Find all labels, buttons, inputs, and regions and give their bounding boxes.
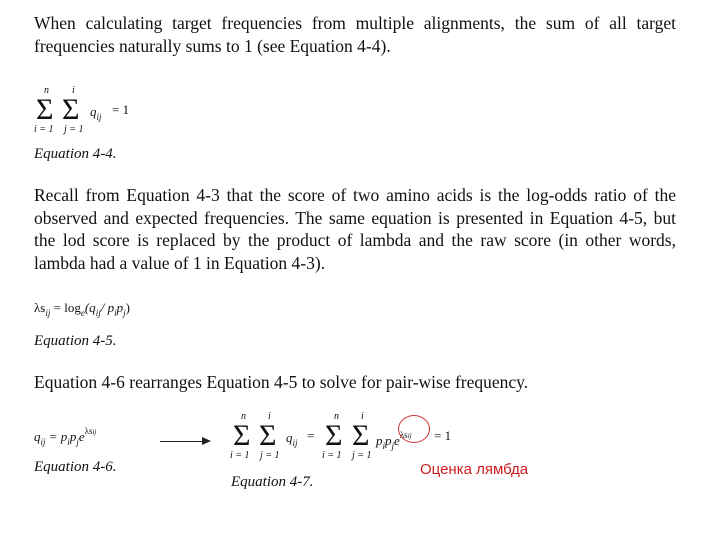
eq47-term: $q_{ij}$ [286,430,298,448]
eq47-sigma-1: Σ [233,419,251,452]
eq47-sum3-upper: n [334,411,339,422]
eq47-sum2-upper: i [268,411,271,422]
eq47-rhs: = 1 [434,428,452,443]
paragraph-log-odds: Recall from Equation 4-3 that the score of two amino acids is the log-odds ratio of the observed and expected frequencies. The same equation is presented in Equation 4-5, but the lod score is replaced by the product of lambda and the raw score (in other words, lambda had a value of 1 in Equation 4-3). [34,185,676,273]
eq47-sum1-lower: i = 1 [230,450,250,461]
eq47-product: $p_ip_je^{\lambda sij}$ [376,430,412,451]
eq44-sum1-upper: n [44,85,49,96]
eq47-sigma-4: Σ [352,419,370,452]
arrow-right-icon [202,437,211,445]
arrow-line [160,441,204,442]
eq44-sigma-2: Σ [62,93,80,126]
eq47-sigma-2: Σ [259,419,277,452]
eq47-equals: = [307,428,315,443]
eq44-sum2-lower: j = 1 [64,124,84,135]
lambda-estimate-note: Оценка лямбда [420,461,529,478]
eq47-sum4-upper: i [361,411,364,422]
lambda-highlight-circle [398,415,430,443]
eq47-sum3-lower: i = 1 [322,450,342,461]
paragraph-target-frequencies: When calculating target frequencies from multiple alignments, the sum of all target frequencies naturally sums to 1 (see Equation 4-4). [34,13,676,56]
eq44-sum2-upper: i [72,85,75,96]
paragraph-rearrange: Equation 4-6 rearranges Equation 4-5 to solve for pair-wise frequency. [34,372,529,392]
eq47-sigma-3: Σ [325,419,343,452]
eq44-rhs: = 1 [112,102,130,117]
eq47-sum2-lower: j = 1 [260,450,280,461]
eq44-sigma-1: Σ [36,93,54,126]
eq44-sum1-lower: i = 1 [34,124,54,135]
eq47-sum1-upper: n [241,411,246,422]
caption-equation-4-5: Equation 4-5. [34,333,117,349]
caption-equation-4-4: Equation 4-4. [34,146,117,162]
eq44-term: $q_{ij}$ [90,104,102,122]
caption-equation-4-7: Equation 4-7. [231,474,314,490]
equation-4-5: $\lambda s_{ij} = \log_e(q_{ij}/$ $p_ip_j$) [34,300,130,318]
eq47-sum4-lower: j = 1 [352,450,372,461]
equation-4-6: $q_{ij} = p_ip_je^{\lambda sij}$ [34,426,97,447]
caption-equation-4-6: Equation 4-6. [34,459,117,475]
